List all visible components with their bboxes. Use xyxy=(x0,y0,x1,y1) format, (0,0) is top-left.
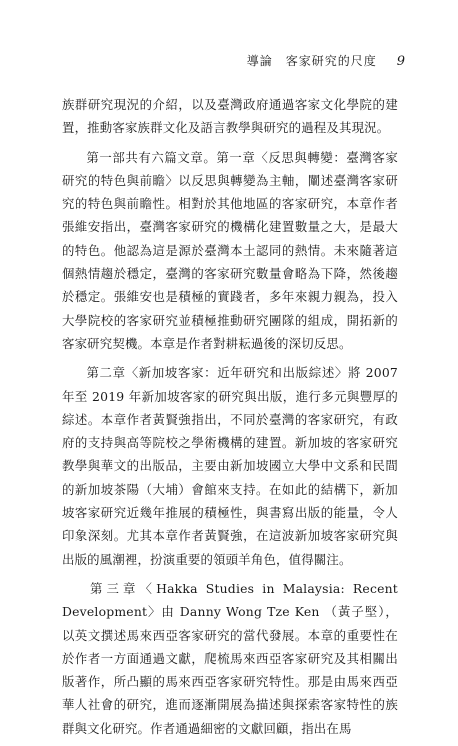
paragraph-chapter-3 xyxy=(62,577,398,740)
paragraph-text: 第一部共有六篇文章。第一章〈反思與轉變：臺灣客家研究的特色與前瞻〉以反思與轉變為主軸，闡述臺灣客家研究的特色與前瞻性。相對於其他地區的客家研究，本章作者張維安指出，臺灣客家研究的機構化建置數量之大，是最大的特色。他認為這是源於臺灣本土認同的熱情。未來隨著這個熱情趨於穩定，臺灣的客家研究數量會略為下降，然後趨於穩定。張維安也是積極的實踐者，多年來親力親為，投入大學院校的客家研究並積極推動研究團隊的組成，開拓新的客家研究契機。本章是作者對耕耘過後的深切反思。 xyxy=(62,149,398,351)
paragraph-chapter-2 xyxy=(62,361,398,571)
body-text xyxy=(62,93,398,746)
running-header xyxy=(247,52,406,69)
section-title: 導論 客家研究的尺度 xyxy=(246,54,377,68)
paragraph-text: 第三章〈Hakka Studies in Malaysia: Recent Development〉由 Danny Wong Tze Ken （黃子堅），以英文撰述馬來西亞客家研究的當代發展。本章的重要性在於作者一方面通過文獻，爬梳馬來西亞客家研究及其相關出版著作，所凸顯的馬來西亞客家研究特性。那是由馬來西亞華人社會的研究，進而逐漸開展為描述與探索客家特性的族群與文化研究。作者通過細密的文獻回顧，指出在馬 xyxy=(62,580,398,736)
paragraph-continued xyxy=(62,93,398,140)
paragraph-text: 族群研究現況的介紹，以及臺灣政府通過客家文化學院的建置，推動客家族群文化及語言教學與研究的過程及其現況。 xyxy=(62,97,398,136)
paragraph-chapter-1 xyxy=(62,146,398,356)
paragraph-text: 第二章〈新加坡客家：近年研究和出版綜述〉將 2007 年至 2019 年新加坡客家的研究與出版，進行多元與豐厚的綜述。本章作者黃賢強指出，不同於臺灣的客家研究，有政府的支持與高等院校之學術機構的建置。新加坡的客家研究教學與華文的出版品，主要由新加坡國立大學中文系和民間的新加坡茶陽（大埔）會館來支持。在如此的結構下，新加坡客家研究近幾年推展的積極性，與書寫出版的能量，令人印象深刻。尤其本章作者黃賢強，在這波新加坡客家研究與出版的風潮裡，扮演重要的領頭羊角色，值得關注。 xyxy=(62,365,398,567)
page-number: 9 xyxy=(396,54,406,69)
